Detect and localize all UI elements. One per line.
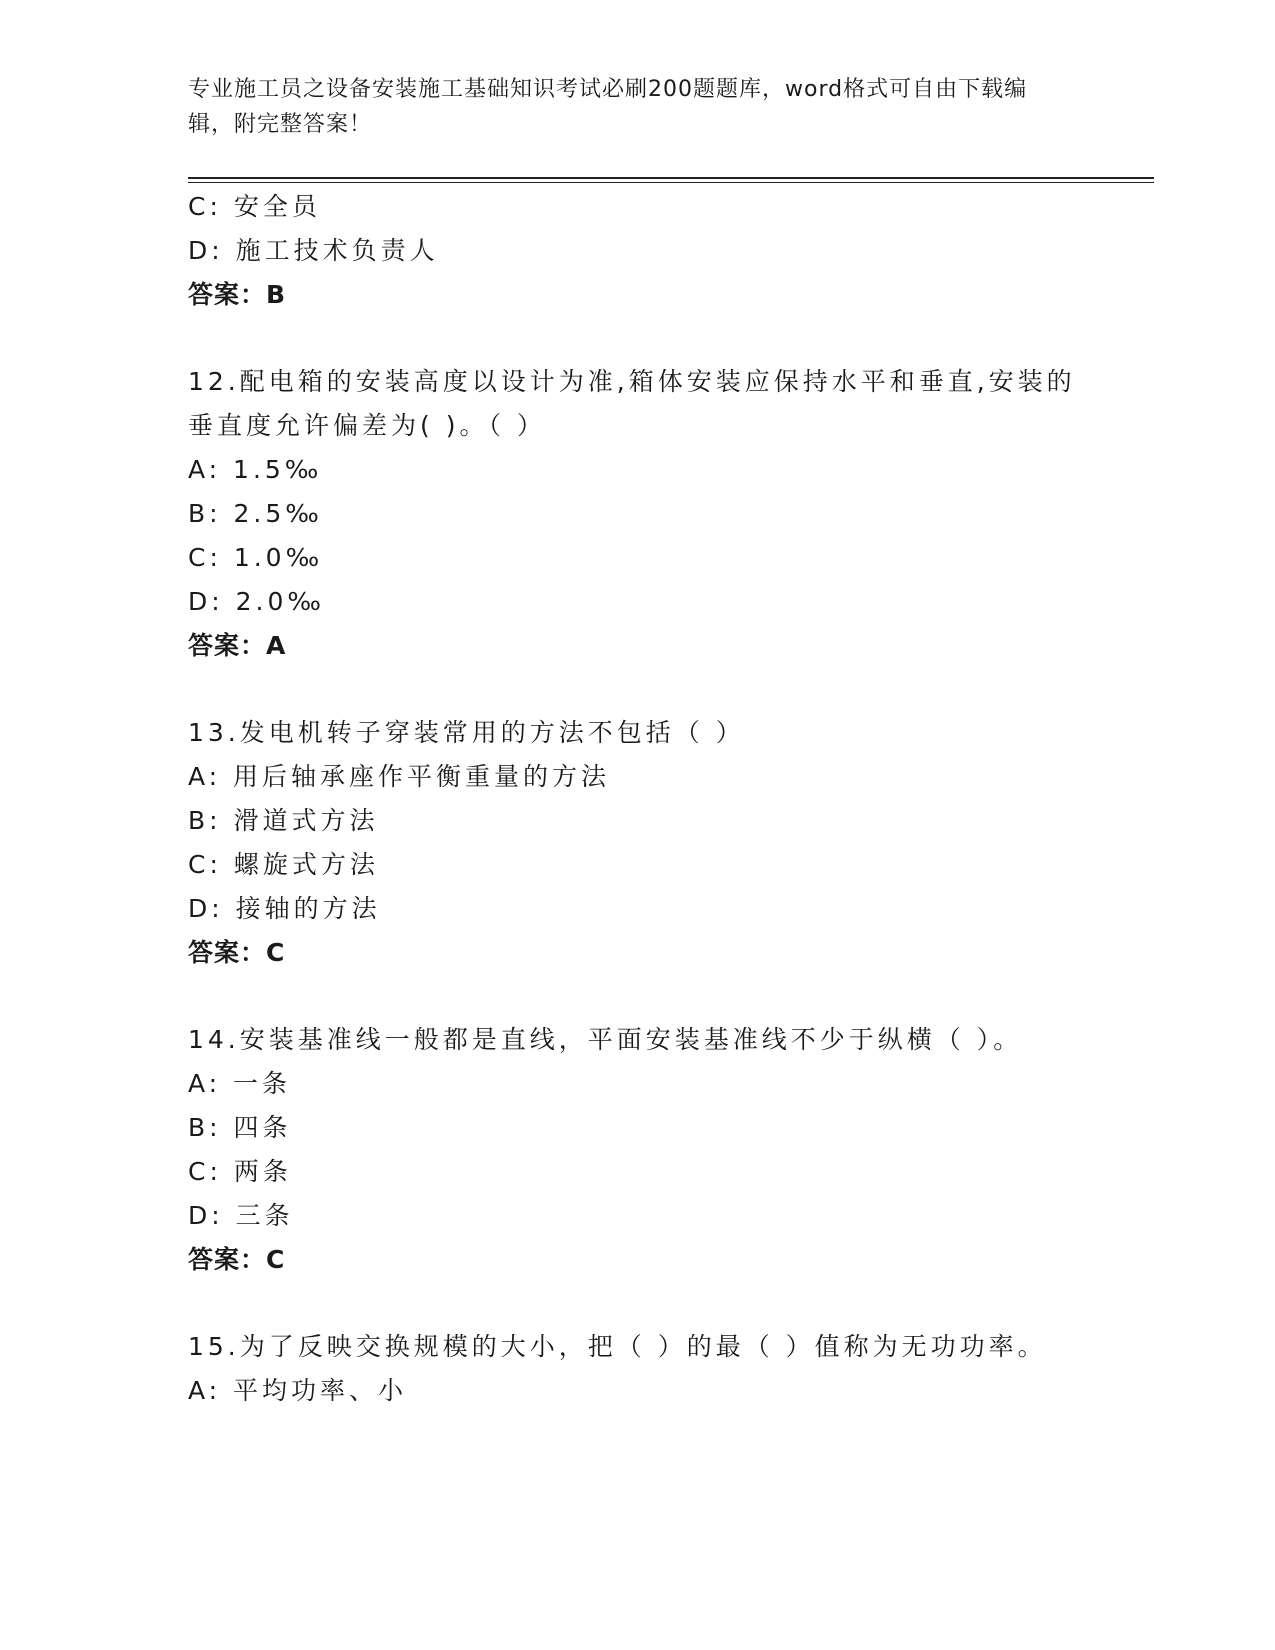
question-13-answer: 答案：C	[188, 938, 286, 967]
option-d: D: 施工技术负责人	[188, 236, 439, 265]
header-rule-thin	[188, 182, 1154, 183]
header-rule-thick	[188, 177, 1154, 179]
question-13-option-d: D: 接轴的方法	[188, 894, 381, 923]
question-14-option-c: C: 两条	[188, 1157, 292, 1186]
question-12-answer: 答案：A	[188, 631, 287, 660]
question-13-option-b: B: 滑道式方法	[188, 806, 379, 835]
question-14-stem: 14.安装基准线一般都是直线，平面安装基准线不少于纵横（ ）。	[188, 1025, 1023, 1054]
question-13-option-a: A: 用后轴承座作平衡重量的方法	[188, 762, 611, 791]
question-13-stem: 13.发电机转子穿装常用的方法不包括（ ）	[188, 718, 745, 747]
question-13-option-c: C: 螺旋式方法	[188, 850, 379, 879]
question-14-answer: 答案：C	[188, 1245, 286, 1274]
question-15-stem: 15.为了反映交换规模的大小，把（ ）的最（ ）值称为无功功率。	[188, 1332, 1047, 1361]
question-12-option-d: D: 2.0‰	[188, 587, 325, 616]
page-header-title: 专业施工员之设备安装施工基础知识考试必刷200题题库，word格式可自由下载编辑，附完整答案！	[188, 77, 1028, 137]
option-c: C: 安全员	[188, 192, 321, 221]
question-12-option-c: C: 1.0‰	[188, 543, 324, 572]
question-14-option-d: D: 三条	[188, 1201, 294, 1230]
question-14-option-b: B: 四条	[188, 1113, 292, 1142]
question-12-stem-line2: 垂直度允许偏差为( )。（ ）	[188, 411, 546, 440]
question-15-option-a: A: 平均功率、小	[188, 1376, 408, 1405]
question-14-option-a: A: 一条	[188, 1069, 292, 1098]
question-12-option-a: A: 1.5‰	[188, 455, 323, 484]
question-12-option-b: B: 2.5‰	[188, 499, 323, 528]
answer-line: 答案：B	[188, 280, 287, 309]
question-12-stem-line1: 12.配电箱的安装高度以设计为准,箱体安装应保持水平和垂直,安装的	[188, 367, 1076, 396]
